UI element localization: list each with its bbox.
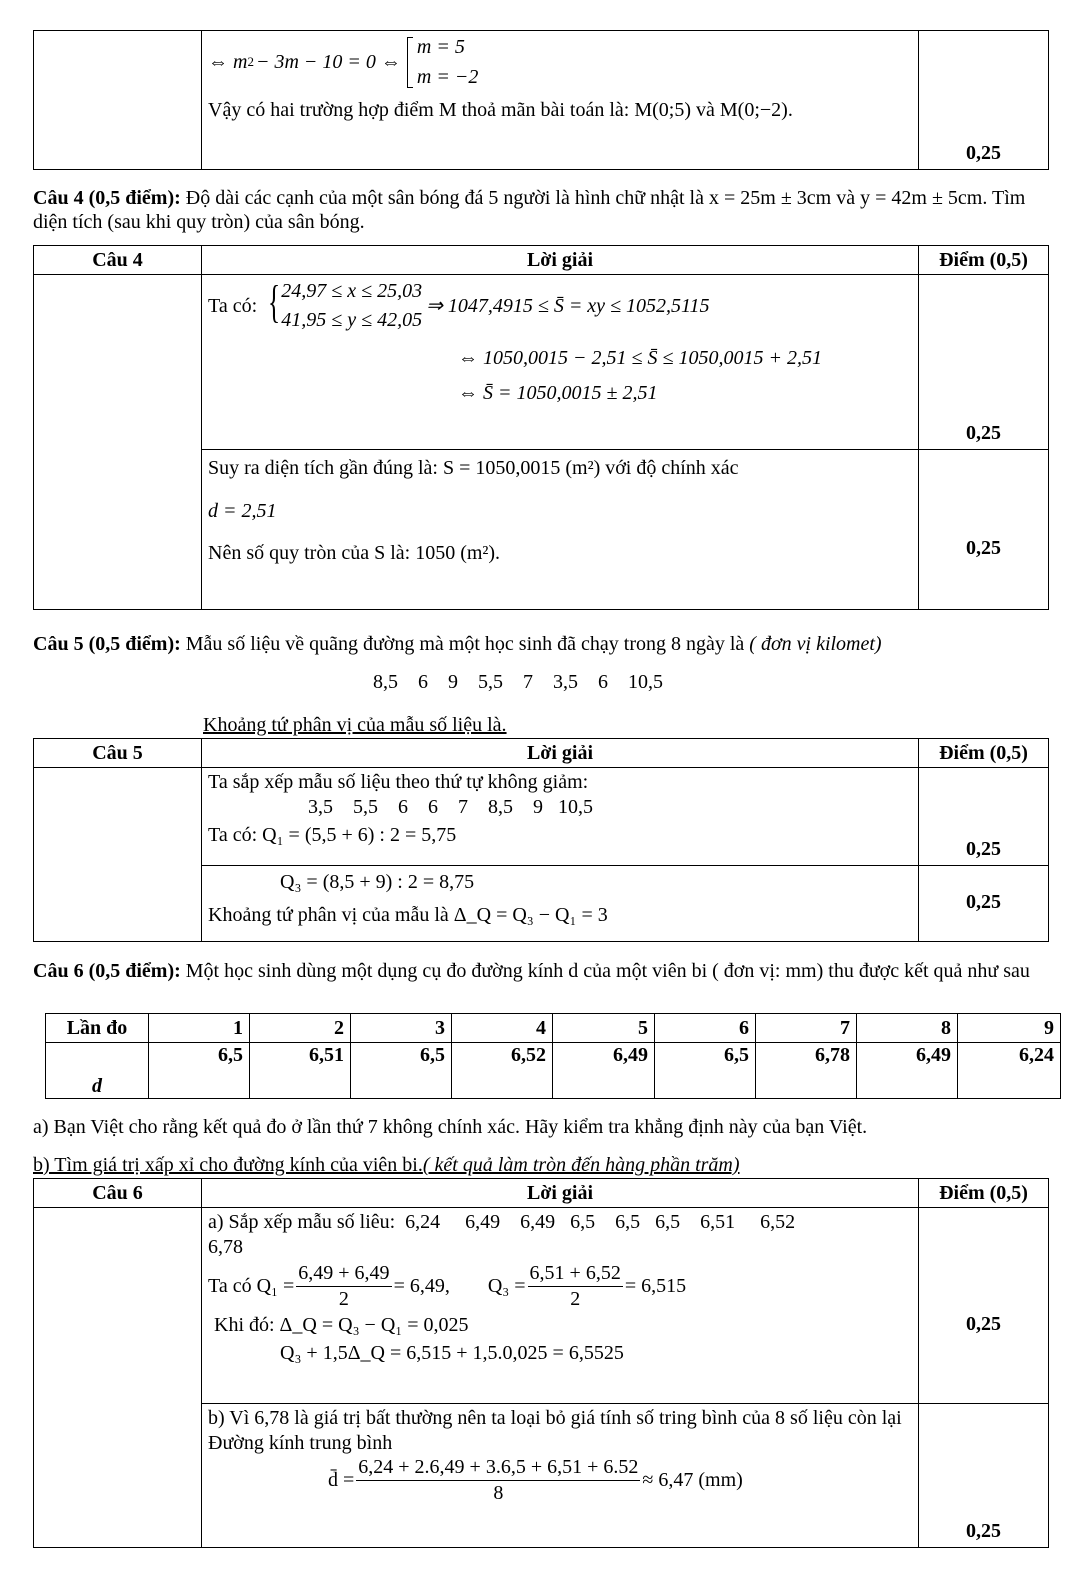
q6-part-a: a) Bạn Việt cho rằng kết quả đo ở lần thứ 7 không chính xác. Hãy kiểm tra khẳng định này của bạn Việt. bbox=[33, 1116, 868, 1138]
q5-question-cell bbox=[34, 768, 202, 942]
q4-area-rewrite: ⇔ 1050,0015 − 2,51 ≤ S̄ ≤ 1050,0015 + 2,51 bbox=[458, 347, 822, 370]
q5-heading-label: Câu 5 (0,5 điểm): bbox=[33, 633, 181, 655]
q6-quartiles bbox=[208, 1261, 912, 1311]
measurement-value-5: 6,49 bbox=[553, 1043, 655, 1099]
q5-table bbox=[33, 738, 1049, 942]
q5-heading-text: Mẫu số liệu về quãng đường mà một học sinh đã chạy trong 8 ngày là bbox=[185, 633, 745, 655]
q4-heading-text: Độ dài các cạnh của một sân bóng đá 5 người là hình chữ nhật là x = 25m ± 3cm và y = 42m ± 5cm. Tìm diện tích (sau khi quy tròn) của sân bóng. bbox=[33, 187, 1026, 234]
measurement-index-3: 3 bbox=[351, 1014, 452, 1043]
q5-score-2: 0,25 bbox=[919, 866, 1049, 942]
q4-score-2: 0,25 bbox=[919, 450, 1049, 610]
q6-measurement-header-row bbox=[46, 1014, 1061, 1043]
q6-sorted-data: a) Sắp xếp mẫu số liêu: 6,24 6,49 6,49 6,5 6,5 6,5 6,51 6,52 bbox=[208, 1211, 796, 1234]
measurement-index-7: 7 bbox=[756, 1014, 857, 1043]
q6-question-cell bbox=[34, 1208, 202, 1548]
q6-measurement-table bbox=[45, 1013, 1061, 1099]
q6-col-score: Điểm (0,5) bbox=[919, 1179, 1049, 1208]
q6-mean-rhs: ≈ 6,47 (mm) bbox=[642, 1468, 743, 1491]
q6-measurement-value-row bbox=[46, 1043, 1061, 1099]
q6-mean-lhs: d̄ = bbox=[328, 1468, 355, 1491]
q4-ta-co: Ta có: bbox=[208, 294, 258, 317]
q5-q1: Ta có: Q₁ = (5,5 + 6) : 2 = 5,75 bbox=[208, 824, 457, 847]
q4-bound-x: 24,97 ≤ x ≤ 25,03 bbox=[281, 280, 423, 303]
measurement-value-8: 6,49 bbox=[857, 1043, 958, 1099]
q6-mean-formula bbox=[328, 1455, 912, 1505]
q4-area-result: ⇔ S̄ = 1050,0015 ± 2,51 bbox=[458, 381, 658, 404]
q4-table bbox=[33, 245, 1049, 610]
q6-q3-lhs: Q₃ = bbox=[487, 1274, 526, 1297]
measurement-index-9: 9 bbox=[958, 1014, 1061, 1043]
top-conclusion: Vậy có hai trường hợp điểm M thoả mãn bài toán là: M(0;5) và M(0;−2). bbox=[208, 98, 793, 121]
q5-score-1: 0,25 bbox=[919, 768, 1049, 866]
measurement-index-1: 1 bbox=[149, 1014, 250, 1043]
q4-question-cell bbox=[34, 275, 202, 610]
measurement-value-2: 6,51 bbox=[250, 1043, 351, 1099]
q4-heading-label: Câu 4 (0,5 điểm): bbox=[33, 187, 181, 209]
q5-col-score: Điểm (0,5) bbox=[919, 739, 1049, 768]
measurement-index-4: 4 bbox=[452, 1014, 553, 1043]
q4-score-1: 0,25 bbox=[919, 275, 1049, 450]
q6-heading-text: Một học sinh dùng một dụng cụ đo đường kính d của một viên bi ( đơn vị: mm) thu được kết quả như sau bbox=[185, 960, 1030, 982]
q6-q1-numerator: 6,49 + 6,49 bbox=[296, 1261, 391, 1286]
measurement-value-6: 6,5 bbox=[655, 1043, 756, 1099]
q6-part-b-text: b) Tìm giá trị xấp xỉ cho đường kính của viên bi. bbox=[33, 1154, 423, 1176]
measurement-value-9: 6,24 bbox=[958, 1043, 1061, 1099]
top-score: 0,25 bbox=[919, 31, 1049, 170]
measurement-value-7: 6,78 bbox=[756, 1043, 857, 1099]
q6-q3-rhs: = 6,515 bbox=[624, 1274, 687, 1297]
q5-heading-unit: ( đơn vị kilomet) bbox=[749, 633, 882, 655]
q4-col-question: Câu 4 bbox=[34, 246, 202, 275]
q4-col-score: Điểm (0,5) bbox=[919, 246, 1049, 275]
q6-mean-fraction bbox=[356, 1455, 640, 1505]
case-m-neg2: m = −2 bbox=[416, 66, 479, 89]
q6-q1-denominator: 2 bbox=[338, 1287, 349, 1310]
q6-table bbox=[33, 1178, 1049, 1548]
q6-measurement-row-label: d bbox=[46, 1043, 149, 1099]
q6-mean-label: Đường kính trung bình bbox=[208, 1431, 393, 1454]
q6-score-1: 0,25 bbox=[919, 1208, 1049, 1404]
measurement-index-8: 8 bbox=[857, 1014, 958, 1043]
case-m-5: m = 5 bbox=[416, 36, 465, 58]
q5-iqr: Khoảng tứ phân vị của mẫu là Δ_Q = Q₃ − Q₁ = 3 bbox=[208, 903, 608, 926]
q5-prompt: Khoảng tứ phân vị của mẫu số liệu là. bbox=[203, 714, 507, 736]
q4-rounded-area: Nên số quy tròn của S là: 1050 (m²). bbox=[208, 542, 501, 565]
q6-sorted-data-tail: 6,78 bbox=[208, 1235, 243, 1258]
q6-q3-denominator: 2 bbox=[570, 1287, 581, 1310]
q5-col-solution: Lời giải bbox=[202, 739, 919, 768]
q4-step1-cell bbox=[202, 275, 919, 450]
q4-heading bbox=[33, 186, 1053, 235]
q5-data-line: 8,5 6 9 5,5 7 3,5 6 10,5 bbox=[373, 671, 663, 693]
q6-score-2: 0,25 bbox=[919, 1404, 1049, 1548]
q6-mean-numerator: 6,24 + 2.6,49 + 3.6,5 + 6,51 + 6.52 bbox=[356, 1455, 640, 1480]
q6-col-solution: Lời giải bbox=[202, 1179, 919, 1208]
q4-col-solution: Lời giải bbox=[202, 246, 919, 275]
q6-part-b-rounding: ( kết quả làm tròn đến hàng phần trăm) bbox=[422, 1154, 740, 1176]
top-equation: ⇔ m 2 − 3m − 10 = 0 ⇔ m = 5 m = −2 bbox=[208, 36, 479, 89]
q6-part-b bbox=[33, 1153, 740, 1177]
q6-q3-fraction bbox=[528, 1261, 623, 1311]
q6-heading bbox=[33, 959, 1073, 983]
measurement-index-5: 5 bbox=[553, 1014, 655, 1043]
q6-measurement-header: Lần đo bbox=[46, 1014, 149, 1043]
q6-mean-denominator: 8 bbox=[493, 1481, 504, 1504]
q4-area-bounds: ⇒ 1047,4915 ≤ S̄ = xy ≤ 1052,5115 bbox=[426, 294, 710, 317]
q6-outlier-text: b) Vì 6,78 là giá trị bất thường nên ta loại bỏ giá tính số tring bình của 8 số liệu còn lại bbox=[208, 1407, 902, 1430]
q4-system-line: Ta có: { 24,97 ≤ x ≤ 25,03 41,95 ≤ y ≤ 42,05 ⇒ 1047,4915 ≤ S̄ = xy ≤ 1052,5115 bbox=[208, 276, 710, 331]
q6-q1-fraction bbox=[296, 1261, 391, 1311]
q5-sort-text: Ta sắp xếp mẫu số liệu theo thứ tự không giảm: bbox=[208, 771, 589, 794]
q4-bound-y: 41,95 ≤ y ≤ 42,05 bbox=[281, 308, 423, 331]
top-empty-cell bbox=[34, 31, 202, 170]
q5-sorted-data: 3,5 5,5 6 6 7 8,5 9 10,5 bbox=[308, 795, 593, 818]
top-solution-cell bbox=[202, 31, 919, 170]
q6-upper-fence: Q₃ + 1,5Δ_Q = 6,515 + 1,5.0,025 = 6,5525 bbox=[280, 1342, 624, 1365]
measurement-index-2: 2 bbox=[250, 1014, 351, 1043]
q6-heading-label: Câu 6 (0,5 điểm): bbox=[33, 960, 181, 982]
q6-iqr: Khi đó: Δ_Q = Q₃ − Q₁ = 0,025 bbox=[214, 1313, 469, 1336]
measurement-value-4: 6,52 bbox=[452, 1043, 553, 1099]
measurement-value-1: 6,5 bbox=[149, 1043, 250, 1099]
q6-step2-cell bbox=[202, 1404, 919, 1548]
q6-q1-rhs: = 6,49, bbox=[393, 1274, 450, 1297]
q6-step1-cell bbox=[202, 1208, 919, 1404]
q5-col-question: Câu 5 bbox=[34, 739, 202, 768]
q4-approx-area: Suy ra diện tích gần đúng là: S = 1050,0015 (m²) với độ chính xác bbox=[208, 457, 739, 480]
q5-step1-cell bbox=[202, 768, 919, 866]
q5-q3: Q₃ = (8,5 + 9) : 2 = 8,75 bbox=[280, 871, 475, 894]
q6-q1-lhs: Ta có Q₁ = bbox=[208, 1274, 295, 1297]
q4-step2-cell bbox=[202, 450, 919, 610]
q5-step2-cell bbox=[202, 866, 919, 942]
q5-heading bbox=[33, 632, 1063, 656]
q6-q3-numerator: 6,51 + 6,52 bbox=[528, 1261, 623, 1286]
q4-precision: d = 2,51 bbox=[208, 499, 277, 522]
q6-col-question: Câu 6 bbox=[34, 1179, 202, 1208]
measurement-value-3: 6,5 bbox=[351, 1043, 452, 1099]
measurement-index-6: 6 bbox=[655, 1014, 756, 1043]
top-solution-table bbox=[33, 30, 1049, 170]
